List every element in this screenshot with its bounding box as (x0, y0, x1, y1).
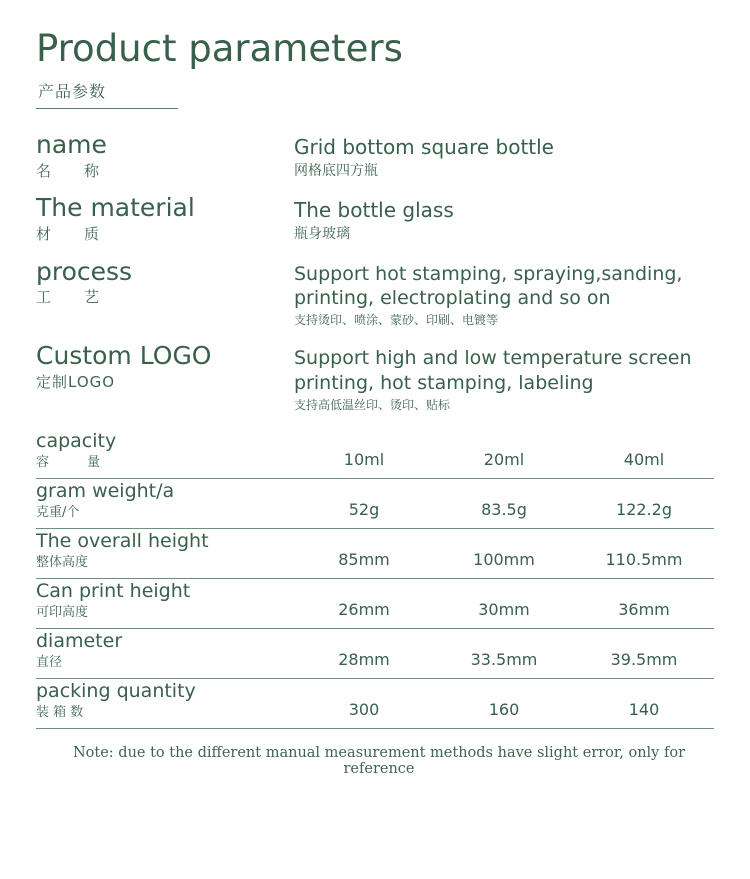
spec-value-note-cn: 支持烫印、喷涂、蒙砂、印刷、电镀等 (294, 313, 499, 327)
spec-value-cn: 瓶身玻璃 (294, 226, 350, 243)
spec-table (36, 429, 714, 729)
table-cell: 52g (348, 499, 380, 519)
table-row (36, 429, 714, 479)
spec-value-cn: 网格底四方瓶 (294, 162, 378, 179)
table-row-label-en: Can print height (36, 580, 191, 603)
table-row (36, 629, 714, 679)
spec-list (36, 131, 722, 415)
table-row-label (36, 630, 294, 674)
spec-label (36, 258, 294, 309)
spec-label-cn: 工 艺 (36, 288, 101, 307)
spec-value-en: Support high and low temperature screen printing, hot stamping, labeling (294, 347, 692, 394)
spec-label-cn: 材 质 (36, 224, 101, 243)
table-row-label-en: packing quantity (36, 680, 196, 703)
spec-value-en: Grid bottom square bottle (294, 134, 554, 159)
table-row (36, 679, 714, 729)
table-cell: 83.5g (481, 499, 527, 519)
spec-label-cn: 名 称 (36, 161, 101, 180)
table-cell: 110.5mm (605, 549, 683, 569)
table-row-label-en: capacity (36, 430, 117, 453)
table-row-label (36, 430, 294, 474)
table-cell: 10ml (343, 449, 385, 469)
table-cell: 30mm (478, 599, 530, 619)
spec-label-en: Custom LOGO (36, 341, 212, 371)
footnote: Note: due to the different manual measurement methods have slight error, only for reference (72, 744, 686, 777)
spec-value-en: The bottle glass (294, 198, 454, 223)
spec-value (294, 194, 722, 245)
spec-value (294, 258, 722, 331)
spec-value (294, 342, 722, 415)
table-row-label-cn: 容 量 (36, 455, 105, 471)
table-cell: 33.5mm (470, 649, 538, 669)
table-cell: 85mm (338, 549, 390, 569)
table-row-label (36, 480, 294, 524)
spec-row-material (36, 194, 722, 245)
spec-label-en: The material (36, 193, 195, 223)
page-subtitle-underline (36, 79, 178, 109)
spec-value-note-cn: 支持高低温丝印、烫印、贴标 (294, 397, 451, 412)
table-cell: 160 (488, 699, 520, 719)
table-cell: 39.5mm (610, 649, 678, 669)
spec-label (36, 131, 294, 182)
page-subtitle: 产品参数 (38, 81, 107, 101)
table-row-label (36, 530, 294, 574)
spec-row-custom-logo (36, 342, 722, 415)
table-cell: 300 (348, 699, 380, 719)
table-row-label-en: gram weight/a (36, 480, 175, 503)
spec-row-process (36, 258, 722, 331)
table-cell: 20ml (483, 449, 525, 469)
table-row-label-cn: 克重/个 (36, 505, 80, 521)
table-row (36, 579, 714, 629)
table-row-label-en: diameter (36, 630, 123, 653)
table-cell: 36mm (618, 599, 670, 619)
spec-label-en: process (36, 256, 133, 286)
table-row-label-en: The overall height (36, 530, 209, 553)
spec-label (36, 194, 294, 245)
spec-label-en: name (36, 129, 107, 159)
table-row-label (36, 680, 294, 724)
table-row-label-cn: 可印高度 (36, 605, 89, 621)
spec-value (294, 131, 722, 182)
table-cell: 28mm (338, 649, 390, 669)
spec-value-en: Support hot stamping, spraying,sanding, printing, electroplating and so on (294, 262, 683, 310)
table-cell: 26mm (338, 599, 390, 619)
spec-label (36, 342, 294, 393)
table-row-label-cn: 整体高度 (36, 555, 89, 571)
table-cell: 140 (628, 699, 660, 719)
spec-row-name (36, 131, 722, 182)
table-row-label (36, 580, 294, 624)
table-cell: 100mm (473, 549, 535, 569)
table-row-label-cn: 装 箱 数 (36, 705, 84, 721)
table-row (36, 479, 714, 529)
page-header (36, 27, 722, 109)
spec-label-cn: 定制LOGO (36, 372, 116, 391)
table-row (36, 529, 714, 579)
table-cell: 122.2g (616, 499, 672, 519)
page-title: Product parameters (36, 27, 403, 70)
table-row-label-cn: 直径 (36, 655, 63, 671)
table-cell: 40ml (623, 449, 665, 469)
